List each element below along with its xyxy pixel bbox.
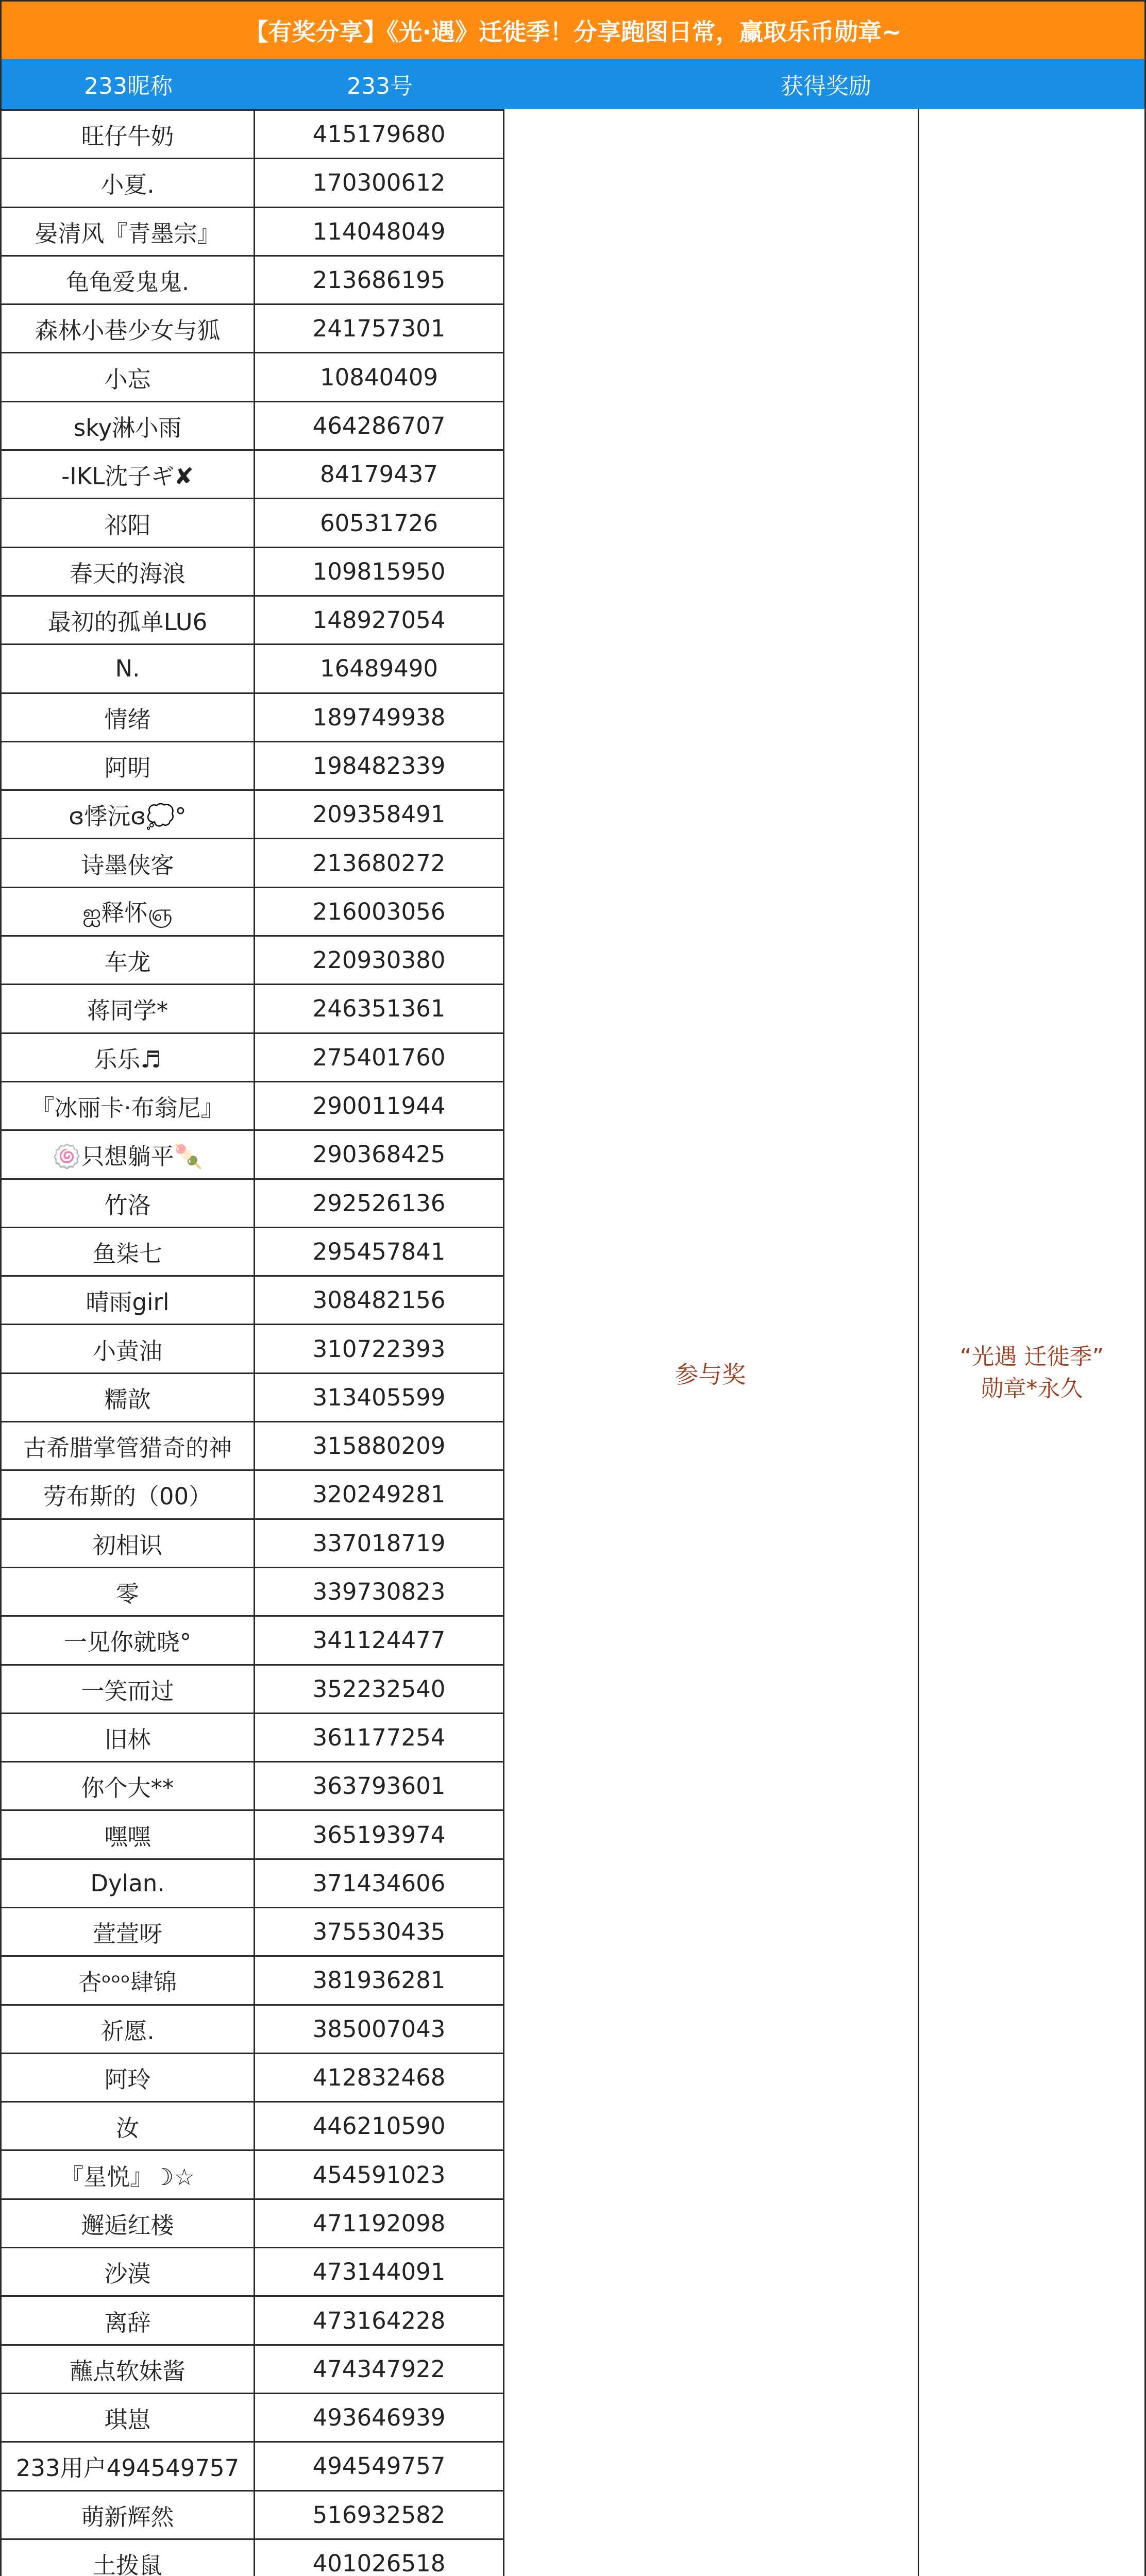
user-id-cell: 415179680 [255,110,504,159]
user-id-cell: 365193974 [255,1810,504,1859]
reward-badge-cell [919,109,1146,2576]
user-id-cell: 473164228 [255,2296,504,2345]
user-id-cell: 454591023 [255,2150,504,2199]
winner-table [0,109,504,2576]
user-id-cell: 352232540 [255,1665,504,1713]
table-row [1,596,504,644]
table-row [1,1519,504,1567]
table-row [1,353,504,401]
table-row [1,2539,504,2576]
table-row [1,1130,504,1179]
nickname-cell: 乐乐♬ [1,1033,255,1081]
nickname-cell: 阿明 [1,741,255,790]
nickname-cell: 诗墨侠客 [1,839,255,887]
user-id-cell: 412832468 [255,2053,504,2102]
user-id-cell: 170300612 [255,159,504,207]
table-row [1,499,504,547]
table-header [0,59,1146,109]
user-id-cell: 290368425 [255,1130,504,1179]
user-id-cell: 209358491 [255,790,504,839]
table-row [1,547,504,596]
table-row [1,1810,504,1859]
user-id-cell: 246351361 [255,985,504,1033]
table-row [1,1470,504,1519]
user-id-cell: 516932582 [255,2490,504,2539]
nickname-cell: 蒋同学* [1,985,255,1033]
nickname-cell: -IKL沈子ギ✘ [1,450,255,499]
nickname-cell: 劳布斯的（00） [1,1470,255,1519]
table-row [1,2102,504,2150]
reward-tier-cell [503,109,919,2576]
user-id-cell: 241757301 [255,304,504,353]
user-id-cell: 295457841 [255,1227,504,1276]
nickname-cell: 233用户494549757 [1,2442,255,2490]
user-id-cell: 310722393 [255,1325,504,1373]
table-row [1,1907,504,1956]
user-id-cell: 308482156 [255,1276,504,1325]
user-id-cell: 60531726 [255,499,504,547]
table-row [1,1373,504,1421]
user-id-cell: 401026518 [255,2539,504,2576]
header-reward: 获得奖励 [781,73,871,99]
table-row [1,985,504,1033]
user-id-cell: 494549757 [255,2442,504,2490]
nickname-cell: 琪崽 [1,2393,255,2442]
nickname-cell: 你个大** [1,1762,255,1810]
nickname-cell: 零 [1,1567,255,1616]
nickname-cell: 小忘 [1,353,255,401]
nickname-cell: 森林小巷少女与狐 [1,304,255,353]
nickname-cell: ஐ释怀ஞ [1,887,255,936]
table-row [1,304,504,353]
table-row [1,2005,504,2053]
nickname-cell: 旧林 [1,1713,255,1761]
user-id-cell: 381936281 [255,1956,504,2005]
table-row [1,1665,504,1713]
nickname-cell: 祁阳 [1,499,255,547]
table-row [1,207,504,256]
table-row [1,1956,504,2005]
nickname-cell: 旺仔牛奶 [1,110,255,159]
table-row [1,1762,504,1810]
table-row [1,2442,504,2490]
user-id-cell: 148927054 [255,596,504,644]
table-row [1,1859,504,1907]
user-id-cell: 493646939 [255,2393,504,2442]
table-row [1,1081,504,1130]
nickname-cell: 离辞 [1,2296,255,2345]
user-id-cell: 213686195 [255,256,504,304]
nickname-cell: 『冰丽卡·布翁尼』 [1,1081,255,1130]
table-row [1,159,504,207]
user-id-cell: 473144091 [255,2248,504,2296]
nickname-cell: 沙漠 [1,2248,255,2296]
user-id-cell: 220930380 [255,936,504,985]
user-id-cell: 371434606 [255,1859,504,1907]
page-title: 【有奖分享】《光·遇》迁徙季！分享跑图日常，赢取乐币勋章~ [0,0,1146,59]
nickname-cell: 🍥只想躺平🍡 [1,1130,255,1179]
nickname-cell: Dylan. [1,1859,255,1907]
table-row [1,256,504,304]
table-row [1,1179,504,1227]
nickname-cell: 情绪 [1,693,255,741]
nickname-cell: 萌新辉然 [1,2490,255,2539]
nickname-cell: 晴雨girl [1,1276,255,1325]
table-row [1,1616,504,1665]
table-row [1,2490,504,2539]
nickname-cell: sky淋小雨 [1,401,255,450]
user-id-cell: 198482339 [255,741,504,790]
user-id-cell: 341124477 [255,1616,504,1665]
user-id-cell: 446210590 [255,2102,504,2150]
user-id-cell: 385007043 [255,2005,504,2053]
table-row [1,1422,504,1470]
nickname-cell: 小夏. [1,159,255,207]
user-id-cell: 361177254 [255,1713,504,1761]
user-id-cell: 16489490 [255,645,504,693]
user-id-cell: 320249281 [255,1470,504,1519]
header-nickname: 233昵称 [84,73,173,99]
user-id-cell: 363793601 [255,1762,504,1810]
user-id-cell: 109815950 [255,547,504,596]
table-row [1,2345,504,2393]
table-row [1,1227,504,1276]
user-id-cell: 189749938 [255,693,504,741]
nickname-cell: 初相识 [1,1519,255,1567]
nickname-cell: 土拨鼠 [1,2539,255,2576]
table-row [1,1033,504,1081]
nickname-cell: 祈愿. [1,2005,255,2053]
reward-badge-line1: “光遇 迁徙季” [959,1343,1104,1370]
user-id-cell: 375530435 [255,1907,504,1956]
user-id-cell: 275401760 [255,1033,504,1081]
nickname-cell: 蘸点软妹酱 [1,2345,255,2393]
user-id-cell: 474347922 [255,2345,504,2393]
table-row [1,450,504,499]
nickname-cell: 萱萱呀 [1,1907,255,1956]
nickname-cell: 春天的海浪 [1,547,255,596]
user-id-cell: 337018719 [255,1519,504,1567]
table-row [1,1713,504,1761]
nickname-cell: 邂逅红楼 [1,2199,255,2247]
table-row [1,1567,504,1616]
nickname-cell: 杏ᵒᵒᵒ肆锦 [1,1956,255,2005]
user-id-cell: 290011944 [255,1081,504,1130]
winner-table-body [1,110,504,2576]
table-row [1,1276,504,1325]
nickname-cell: 阿玲 [1,2053,255,2102]
table-row [1,645,504,693]
table-row [1,936,504,985]
nickname-cell: 竹洛 [1,1179,255,1227]
nickname-cell: 车龙 [1,936,255,985]
table-row [1,790,504,839]
table-row [1,2053,504,2102]
table-row [1,2199,504,2247]
nickname-cell: ɞ悸沅ɞ💭° [1,790,255,839]
table-row [1,401,504,450]
table-row [1,2248,504,2296]
nickname-cell: 鱼柒七 [1,1227,255,1276]
table-row [1,839,504,887]
user-id-cell: 84179437 [255,450,504,499]
nickname-cell: 古希腊掌管猎奇的神 [1,1422,255,1470]
nickname-cell: 小黄油 [1,1325,255,1373]
nickname-cell: 龟龟爱鬼鬼. [1,256,255,304]
nickname-cell: 一见你就晓° [1,1616,255,1665]
table-row [1,1325,504,1373]
table-row [1,741,504,790]
nickname-cell: N. [1,645,255,693]
nickname-cell: 一笑而过 [1,1665,255,1713]
user-id-cell: 313405599 [255,1373,504,1421]
nickname-cell: 晏清风『青墨宗』 [1,207,255,256]
table-row [1,110,504,159]
nickname-cell: 『星悦』☽☆ [1,2150,255,2199]
user-id-cell: 213680272 [255,839,504,887]
table-row [1,887,504,936]
user-id-cell: 216003056 [255,887,504,936]
reward-tier-label: 参与奖 [675,1360,746,1388]
table-row [1,2150,504,2199]
user-id-cell: 471192098 [255,2199,504,2247]
user-id-cell: 339730823 [255,1567,504,1616]
table-row [1,693,504,741]
user-id-cell: 292526136 [255,1179,504,1227]
table-row [1,2296,504,2345]
user-id-cell: 464286707 [255,401,504,450]
nickname-cell: 嘿嘿 [1,1810,255,1859]
user-id-cell: 10840409 [255,353,504,401]
reward-badge-line2: 勋章*永久 [981,1375,1083,1402]
table-row [1,2393,504,2442]
user-id-cell: 315880209 [255,1422,504,1470]
nickname-cell: 最初的孤单LU6 [1,596,255,644]
user-id-cell: 114048049 [255,207,504,256]
header-id: 233号 [347,73,413,99]
nickname-cell: 糯歆 [1,1373,255,1421]
nickname-cell: 汝 [1,2102,255,2150]
